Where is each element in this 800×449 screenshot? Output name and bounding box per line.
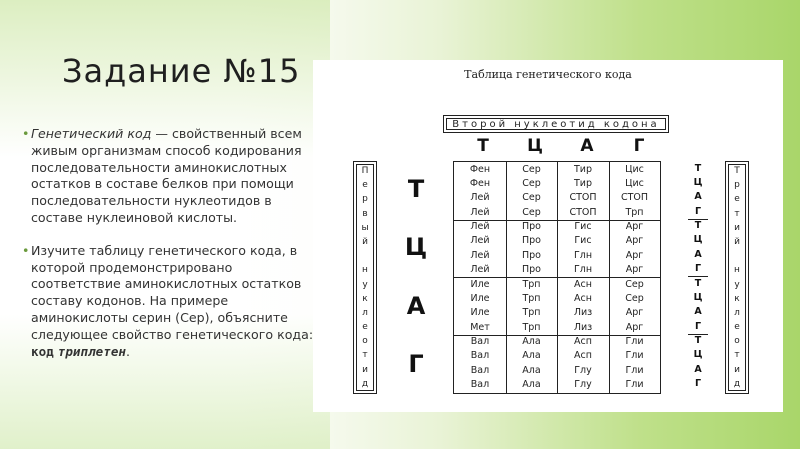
third-label-char: й (734, 236, 740, 247)
amino-acid-cell: Асн (574, 292, 592, 304)
amino-acid-cell: Лиз (573, 307, 593, 319)
third-nucleotide-letter: Т (694, 335, 702, 346)
second-nucleotide-label: Второй нуклеотид кодона (446, 118, 666, 130)
amino-acid-cell: Трп (522, 307, 541, 319)
definition-text: — свойственный всем живым организмам способ кодирования последовательности аминокислотных остатков в составе белков при помощи последовательности нуклеотидов в составе нуклеиновой кислоты. (31, 126, 302, 225)
first-label-char: р (362, 194, 368, 205)
page-title: Задание №15 (62, 52, 301, 90)
amino-acid-cell: Глн (573, 264, 593, 276)
amino-acid-cell: Гли (625, 379, 644, 391)
amino-acid-cell: Гли (625, 350, 644, 362)
amino-acid-cell: Иле (470, 278, 490, 290)
amino-acid-cell: Гис (574, 221, 592, 232)
bullet-task (22, 243, 322, 361)
amino-acid-cell: Арг (625, 249, 644, 261)
bullet-definition (22, 126, 322, 227)
task-bold-2: триплетен (57, 343, 127, 359)
amino-acid-cell: Арг (625, 221, 644, 232)
amino-acid-cell: Трп (522, 278, 541, 290)
amino-acid-cell: Про (522, 249, 541, 261)
amino-acid-cell: Ала (522, 350, 541, 362)
amino-acid-cell: Глн (573, 249, 593, 261)
amino-acid-cell: Ала (522, 364, 541, 376)
amino-acid-cell: Арг (625, 264, 644, 276)
third-nucleotide-letter: Г (694, 205, 702, 217)
third-nucleotide-letter: А (694, 306, 702, 318)
first-label-char: и (362, 364, 368, 375)
amino-acid-cell: Асп (574, 336, 592, 347)
first-label-char: й (362, 236, 368, 247)
amino-acid-cell: Тир (573, 177, 592, 189)
first-label-char: д (361, 378, 369, 389)
third-label-char: к (734, 293, 740, 304)
third-label-char: р (734, 180, 740, 191)
text-block (22, 126, 322, 376)
first-label-char: л (362, 307, 368, 318)
task-bold-1: код (31, 343, 54, 359)
amino-acid-cell: СТОП (569, 192, 597, 204)
third-column-divider (688, 219, 708, 220)
first-label-char: в (362, 208, 368, 219)
third-label-char: л (734, 307, 740, 318)
amino-acid-cell: Про (522, 235, 541, 247)
amino-acid-cell: Асн (574, 278, 592, 290)
third-label-char: Т (734, 166, 740, 176)
first-nucleotide-label (353, 161, 377, 394)
amino-acid-cell: Гли (625, 364, 644, 376)
first-nucleotide-4: Г (408, 349, 424, 378)
amino-acid-cell: Трп (625, 206, 644, 218)
genetic-code-table (313, 60, 783, 412)
amino-acid-cell: Глу (574, 379, 592, 391)
amino-acid-cell: Про (522, 221, 541, 232)
amino-acid-cell: Ала (522, 379, 541, 391)
third-nucleotide-letter: Г (694, 320, 702, 332)
amino-acid-cell: Лей (470, 264, 490, 276)
third-label-char: о (734, 336, 740, 347)
first-nucleotide-3: А (406, 291, 426, 320)
amino-acid-cell: Лей (470, 206, 490, 218)
amino-acid-cell: Гис (574, 235, 592, 247)
third-nucleotide-letter: А (694, 363, 702, 375)
third-nucleotide-letter: Т (694, 277, 702, 289)
second-nucleotide-2: Ц (527, 136, 543, 156)
first-nucleotide-1: Т (407, 175, 425, 203)
amino-acid-cell: Фен (469, 177, 491, 189)
amino-acid-cell: Цис (625, 163, 644, 175)
third-label-char: н (734, 265, 740, 276)
amino-acid-cell: Вал (470, 350, 490, 362)
amino-acid-cell: СТОП (569, 206, 597, 218)
third-nucleotide-letter: Г (694, 263, 702, 275)
amino-acid-cell: Лей (470, 235, 490, 247)
third-nucleotide-letter: Г (694, 378, 702, 390)
second-nucleotide-3: А (580, 136, 594, 156)
amino-acid-cell: Трп (522, 292, 541, 304)
first-label-char: у (362, 279, 368, 290)
amino-acid-cell: Сер (522, 206, 541, 218)
amino-acid-cell: Арг (625, 307, 644, 319)
second-nucleotide-1: Т (477, 136, 489, 156)
third-column-divider (688, 334, 708, 335)
amino-acid-cell: Арг (625, 321, 644, 333)
amino-acid-cell: Ала (522, 336, 541, 347)
codon-grid (453, 161, 661, 394)
amino-acid-cell: Фен (469, 163, 491, 175)
amino-acid-cell: Гли (625, 336, 644, 347)
amino-acid-cell: СТОП (620, 192, 649, 204)
amino-acid-cell: Вал (470, 364, 490, 376)
second-nucleotide-4: Г (633, 136, 645, 156)
third-column-divider (688, 276, 708, 277)
third-nucleotide-letter: Т (694, 162, 702, 174)
task-text: Изучите таблицу генетического кода, в которой продемонстрировано соответствие аминокислотных остатков составу кодонов. На примере аминокислоты серин (Сер), объясните следующее свойство генетического кода: (31, 242, 314, 342)
third-label-char: т (734, 350, 740, 361)
first-label-char: е (362, 322, 368, 333)
amino-acid-cell: Вал (470, 379, 490, 391)
amino-acid-cell: Лей (470, 221, 490, 232)
amino-acid-cell: Лей (470, 249, 490, 261)
term: Генетический код (31, 126, 152, 141)
amino-acid-cell: Иле (470, 292, 490, 304)
first-label-char: т (362, 350, 368, 361)
amino-acid-cell: Про (522, 264, 541, 276)
grid-row-divider (454, 335, 660, 336)
grid-row-divider (454, 277, 660, 278)
amino-acid-cell: Сер (625, 292, 644, 304)
amino-acid-cell: Мет (470, 321, 490, 333)
third-label-char: е (734, 194, 740, 205)
amino-acid-cell: Сер (522, 192, 541, 204)
amino-acid-cell: Лей (470, 192, 490, 204)
third-label-char: т (734, 208, 740, 219)
second-nucleotide-header (443, 115, 669, 133)
third-nucleotide-letter: Т (694, 220, 702, 231)
amino-acid-cell: Сер (522, 177, 541, 189)
amino-acid-cell: Вал (470, 336, 490, 347)
amino-acid-cell: Иле (470, 307, 490, 319)
third-label-char: и (734, 222, 740, 233)
first-label-char: о (362, 336, 368, 347)
first-label-char: ы (361, 222, 369, 233)
amino-acid-cell: Глу (574, 364, 592, 376)
third-nucleotide-letter: А (694, 248, 702, 260)
first-label-char: к (362, 293, 368, 304)
amino-acid-cell: Сер (522, 163, 541, 175)
third-label-char: е (734, 322, 740, 333)
third-label-char: д (733, 378, 741, 389)
third-nucleotide-label (725, 161, 749, 394)
first-nucleotide-2: Ц (404, 233, 428, 262)
third-nucleotide-letter: Ц (693, 234, 703, 246)
third-nucleotide-letter: Ц (693, 349, 703, 361)
amino-acid-cell: Трп (522, 321, 541, 333)
third-nucleotide-letter: А (694, 191, 702, 203)
amino-acid-cell: Цис (625, 177, 644, 189)
amino-acid-cell: Асп (574, 350, 592, 362)
third-nucleotide-letter: Ц (693, 291, 703, 303)
first-label-char: н (362, 265, 368, 276)
third-label-char: и (734, 364, 740, 375)
task-end: . (126, 343, 131, 359)
third-nucleotide-letter: Ц (693, 176, 703, 188)
table-title: Таблица генетического кода (464, 68, 632, 81)
third-label-char: у (734, 279, 740, 290)
amino-acid-cell: Сер (625, 278, 644, 290)
first-label-char: П (361, 166, 369, 176)
amino-acid-cell: Лиз (573, 321, 593, 333)
grid-row-divider (454, 220, 660, 221)
first-label-char: е (362, 180, 368, 191)
amino-acid-cell: Арг (625, 235, 644, 247)
amino-acid-cell: Тир (573, 163, 592, 175)
